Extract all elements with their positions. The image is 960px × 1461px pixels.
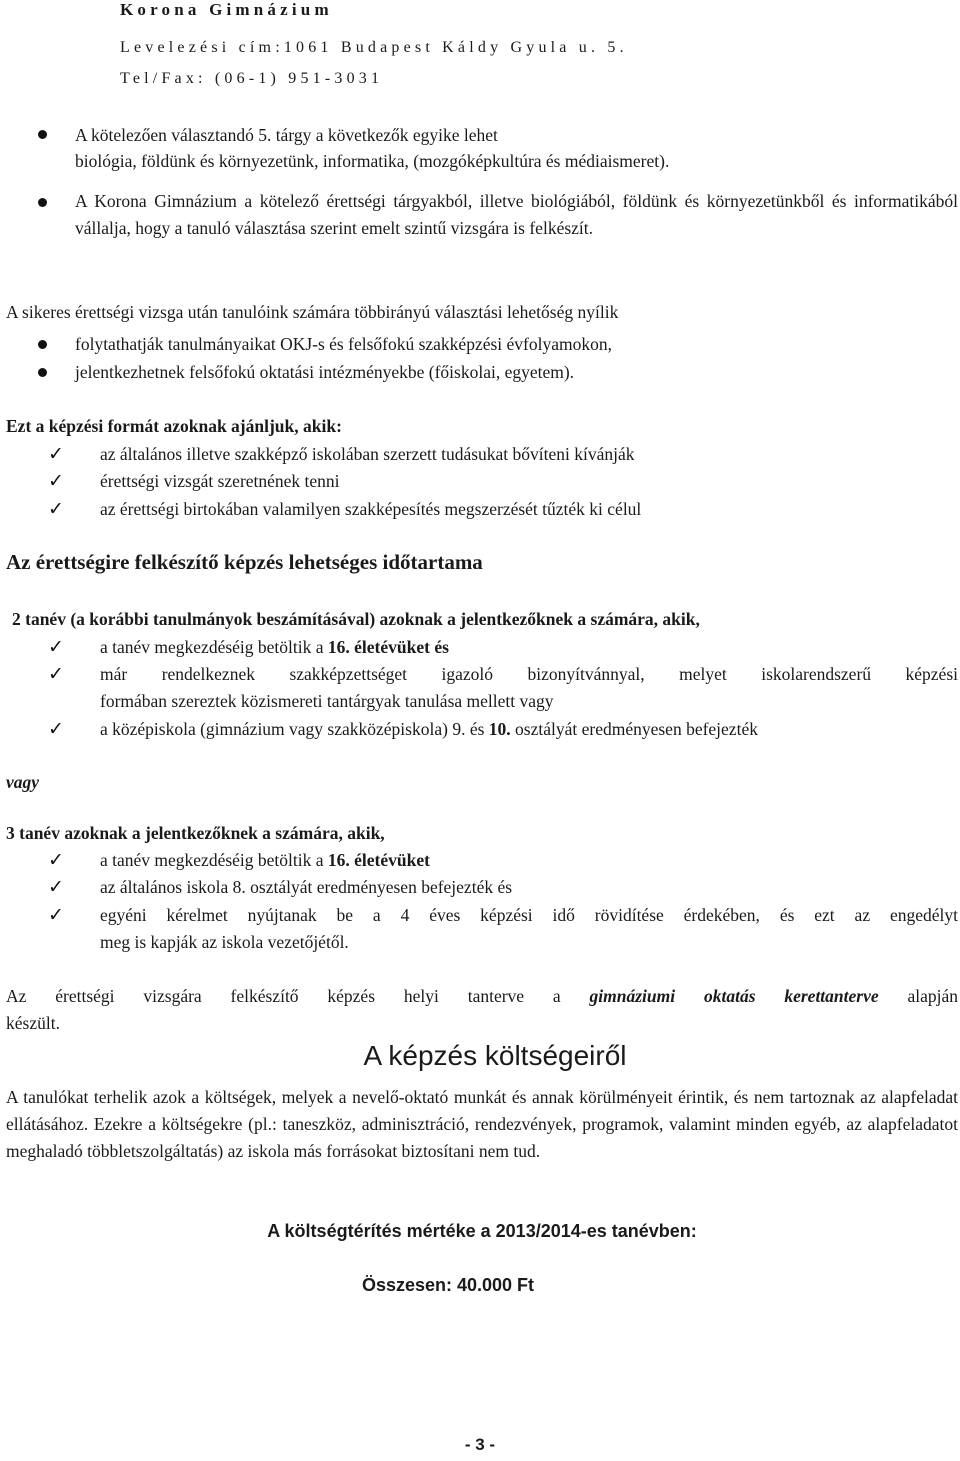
curriculum-line1: Az érettségi vizsgára felkészítő képzés helyi tanterve a gimnáziumi oktatás kerettanterve alapján bbox=[6, 986, 958, 1006]
three-year-item-1: a tanév megkezdéséig betöltik a 16. életévüket bbox=[100, 850, 430, 870]
bullet-text-2: A Korona Gimnázium a kötelező érettségi tárgyakból, illetve biológiából, földünk és környezetünkből és informatikából vállalja, hogy a tanuló választása szerint emelt szintű vizsgára is felkészít. bbox=[75, 191, 958, 238]
curriculum-line2: készült. bbox=[6, 1013, 60, 1033]
or-separator: vagy bbox=[6, 772, 40, 792]
check-icon: ✓ bbox=[48, 443, 64, 465]
two-year-item-3: a középiskola (gimnázium vagy szakközépiskola) 9. és 10. osztályát eredményesen befejezték bbox=[100, 719, 758, 739]
costs-paragraph: A tanulókat terhelik azok a költségek, melyek a nevelő-oktató munkát és annak körülményeit érintik, és nem tartoznak az alapfeladat ellátásához. Ezekre a költségekre (pl.: taneszköz, adminisztráció, rendezvények, programok, valamint minden egyéb, az alapfeladatot meghaladó többletszolgáltatás) az iskola más forrásokat biztosítani nem tud. bbox=[6, 1087, 958, 1161]
school-name: Korona Gimnázium bbox=[120, 0, 333, 19]
bullet-dot bbox=[38, 368, 47, 377]
check-icon: ✓ bbox=[48, 718, 64, 740]
check-icon: ✓ bbox=[48, 470, 64, 492]
cost-total: Összesen: 40.000 Ft bbox=[361, 1275, 535, 1295]
bullet-dot bbox=[38, 340, 47, 349]
success-item-2: jelentkezhetnek felsőfokú oktatási intézményekbe (főiskolai, egyetem). bbox=[75, 362, 575, 382]
bullet-dot bbox=[38, 198, 47, 207]
check-icon: ✓ bbox=[48, 876, 64, 898]
cost-rate-label: A költségtérítés mértéke a 2013/2014-es tanévben: bbox=[267, 1221, 697, 1241]
costs-heading: A képzés költségeiről bbox=[363, 1040, 627, 1071]
three-year-item-2: az általános iskola 8. osztályát eredményesen befejezték és bbox=[100, 877, 513, 897]
check-icon: ✓ bbox=[48, 849, 64, 871]
two-year-item-2-line1: már rendelkeznek szakképzettséget igazoló bizonyítvánnyal, melyet iskolarendszerű képzési bbox=[100, 664, 958, 684]
three-year-item-3-line1: egyéni kérelmet nyújtanak be a 4 éves képzési idő rövidítése érdekében, és ezt az engedélyt bbox=[100, 905, 958, 925]
recommend-item-3: az érettségi birtokában valamilyen szakképesítés megszerzését tűzték ki célul bbox=[100, 499, 642, 519]
check-icon: ✓ bbox=[48, 636, 64, 658]
recommend-item-2: érettségi vizsgát szeretnének tenni bbox=[100, 471, 340, 491]
success-intro: A sikeres érettségi vizsga után tanulóink számára többirányú választási lehetőség nyílik bbox=[6, 302, 619, 322]
three-year-heading: 3 tanév azoknak a jelentkezőknek a számára, akik, bbox=[6, 823, 385, 843]
duration-heading: Az érettségire felkészítő képzés lehetséges időtartama bbox=[6, 550, 483, 574]
recommend-heading: Ezt a képzési formát azoknak ajánljuk, akik: bbox=[6, 416, 342, 436]
two-year-heading: 2 tanév (a korábbi tanulmányok beszámításával) azoknak a jelentkezőknek a számára, akik, bbox=[12, 609, 700, 629]
three-year-item-3-line2: meg is kapják az iskola vezetőjétől. bbox=[100, 932, 349, 952]
bullet-text-1-line2: biológia, földünk és környezetünk, informatika, (mozgóképkultúra és médiaismeret). bbox=[75, 151, 670, 171]
success-item-1: folytathatják tanulmányaikat OKJ-s és felsőfokú szakképzési évfolyamokon, bbox=[75, 334, 612, 354]
postal-address: Levelezési cím:1061 Budapest Káldy Gyula u. 5. bbox=[120, 39, 628, 56]
bullet-text-1-line1: A kötelezően választandó 5. tárgy a következők egyike lehet bbox=[75, 125, 498, 145]
bullet-dot bbox=[38, 130, 47, 139]
check-icon: ✓ bbox=[48, 663, 64, 685]
two-year-item-2-line2: formában szereztek közismereti tantárgyak tanulása mellett vagy bbox=[100, 691, 554, 711]
recommend-item-1: az általános illetve szakképző iskolában szerzett tudásukat bővíteni kívánják bbox=[100, 444, 635, 464]
two-year-item-1: a tanév megkezdéséig betöltik a 16. életévüket és bbox=[100, 637, 449, 657]
check-icon: ✓ bbox=[48, 498, 64, 520]
phone-fax: Tel/Fax: (06-1) 951-3031 bbox=[120, 70, 384, 87]
page-number: - 3 - bbox=[464, 1435, 496, 1454]
check-icon: ✓ bbox=[48, 904, 64, 926]
